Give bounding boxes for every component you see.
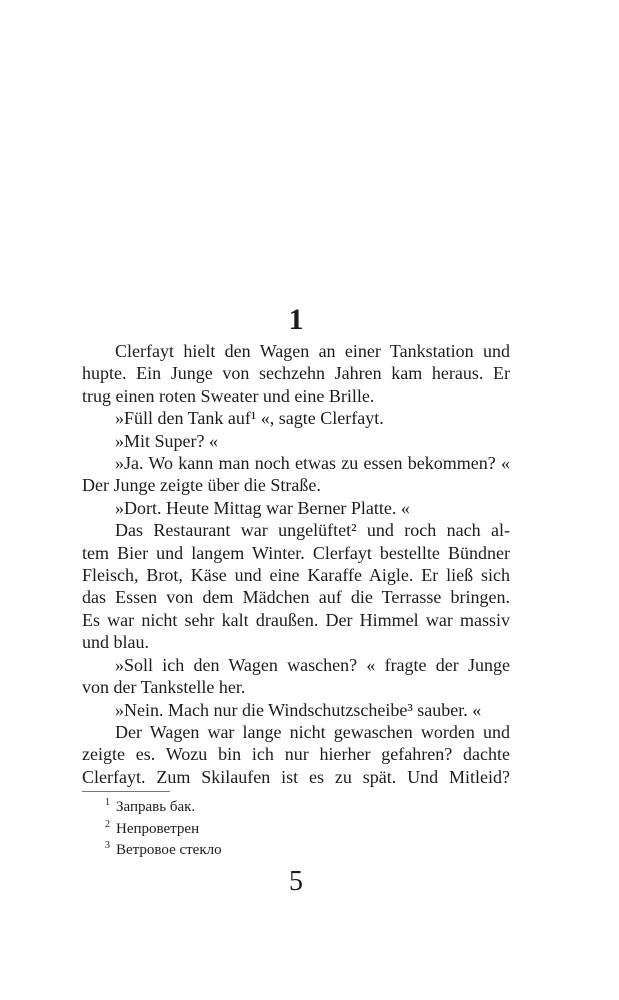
paragraph (82, 519, 510, 653)
footnote-marker: 1 (105, 797, 110, 808)
text-line: trug einen roten Sweater und eine Brille. (82, 385, 375, 406)
text-line: tem Bier und langem Winter. Clerfayt bestellte Bündner (82, 542, 510, 563)
footnote-item (82, 819, 510, 841)
text-line: Clerfayt. Zum Skilaufen ist es zu spät. Und Mitleid? (82, 766, 510, 787)
text-line: von der Tankstelle her. (82, 677, 246, 698)
footnote-text: Непроветрен (116, 820, 200, 837)
paragraph (82, 430, 510, 452)
text-line: und blau. (82, 632, 149, 653)
paragraph (82, 699, 510, 721)
chapter-number: 1 (288, 303, 304, 336)
footnote-separator (82, 791, 170, 792)
text-line: Es war nicht sehr kalt draußen. Der Himmel war massiv (82, 609, 510, 630)
text-line: »Dort. Heute Mittag war Berner Platte. « (115, 497, 410, 518)
text-line: zeigte es. Wozu bin ich nur hierher gefahren? dachte (82, 744, 510, 765)
paragraph (82, 721, 510, 788)
text-line: »Mit Super? « (115, 430, 218, 451)
footnote-marker: 3 (105, 840, 110, 851)
footnote-item (82, 840, 510, 862)
text-line: »Soll ich den Wagen waschen? « fragte der Junge (115, 654, 510, 675)
footnote-text: Заправь бак. (116, 799, 196, 815)
paragraph (82, 340, 510, 407)
paragraph (82, 407, 510, 429)
footnote-item (82, 797, 510, 819)
footnote-text: Ветровое стекло (116, 842, 222, 858)
paragraph (82, 452, 510, 497)
text-line: das Essen von dem Mädchen auf die Terrasse bringen. (82, 587, 510, 608)
text-line: »Nein. Mach nur die Windschutzscheibe³ sauber. « (115, 699, 482, 720)
paragraph (82, 654, 510, 699)
footnotes (82, 797, 510, 862)
page-number: 5 (289, 866, 303, 897)
paragraph (82, 497, 510, 519)
text-line: Das Restaurant war ungelüftet² und roch nach al- (115, 520, 510, 541)
footnote-marker: 2 (105, 818, 110, 830)
text-line: Clerfayt hielt den Wagen an einer Tankstation und (115, 341, 510, 361)
text-line: Fleisch, Brot, Käse und eine Karaffe Aigle. Er ließ sich (82, 565, 510, 586)
text-line: hupte. Ein Junge von sechzehn Jahren kam heraus. Er (82, 363, 510, 384)
text-line: Der Wagen war lange nicht gewaschen worden und (115, 721, 510, 742)
body-text (82, 340, 510, 788)
text-line: Der Junge zeigte über die Straße. (82, 475, 321, 496)
text-line: »Ja. Wo kann man noch etwas zu essen bekommen? « (115, 453, 510, 474)
text-line: »Füll den Tank auf¹ «, sagte Clerfayt. (115, 408, 384, 429)
